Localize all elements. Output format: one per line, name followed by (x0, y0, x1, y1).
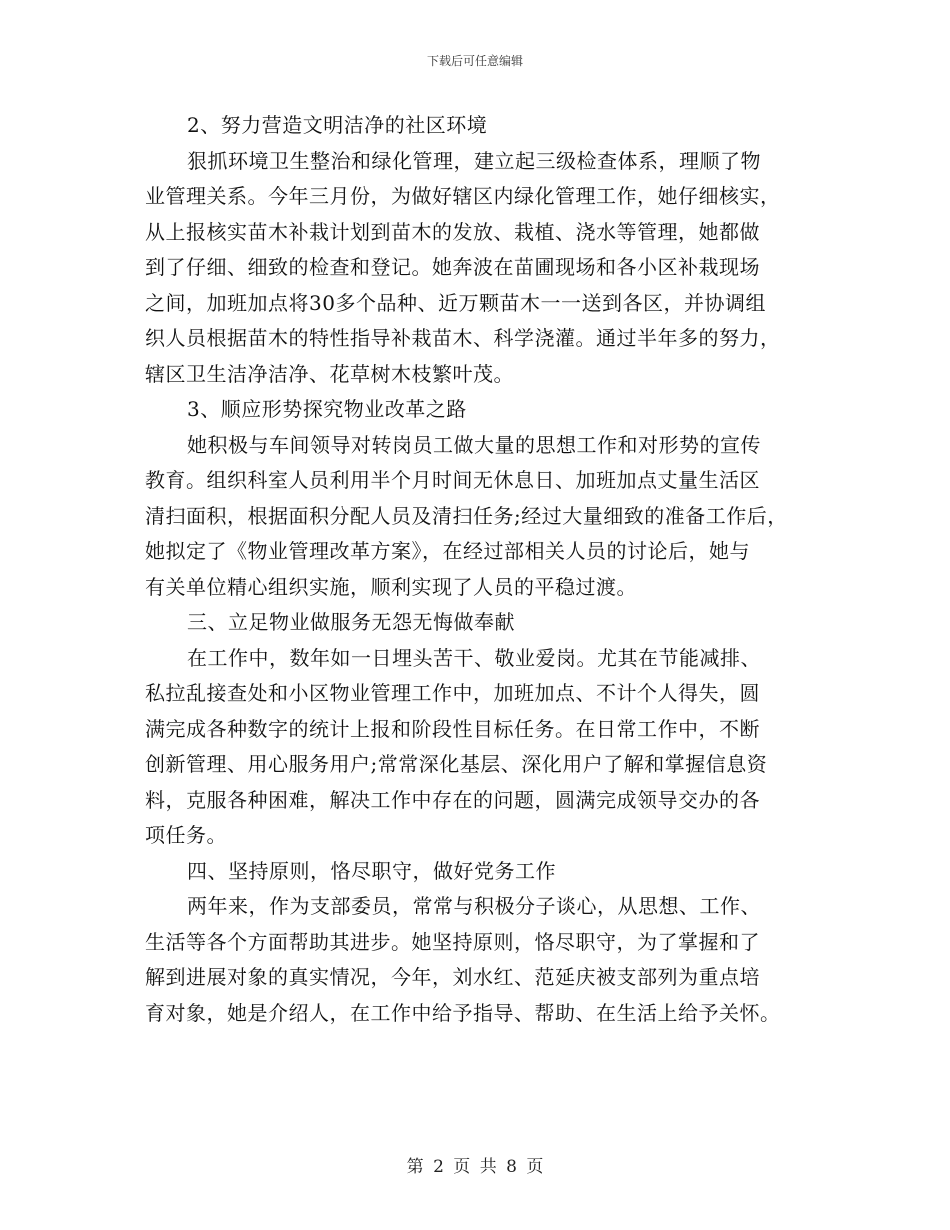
text-line: 2、努力营造文明洁净的社区环境 (187, 113, 488, 137)
text-line: 有关单位精心组织实施，顺利实现了人员的平稳过渡。 (145, 574, 637, 599)
text-line: 四、坚持原则，恪尽职守，做好党务工作 (187, 858, 556, 883)
text-line: 教育。组织科室人员利用半个月时间无休息日、加班加点丈量生活区 (145, 468, 760, 492)
text-line: 私拉乱接查处和小区物业管理工作中，加班加点、不计个人得失，圆 (145, 681, 760, 705)
text-line: 从上报核实苗木补栽计划到苗木的发放、栽植、浇水等管理，她都做 (145, 219, 760, 244)
text-line: 解到进展对象的真实情况，今年，刘水红、范延庆被支部列为重点培 (145, 965, 760, 989)
text-line: 织人员根据苗木的特性指导补栽苗木、科学浇灌。通过半年多的努力， (145, 326, 781, 350)
text-line: 她积极与车间领导对转岗员工做大量的思想工作和对形势的宣传 (187, 432, 761, 457)
text-line: 创新管理、用心服务用户;常常深化基层、深化用户了解和掌握信息资 (145, 752, 768, 776)
text-line: 清扫面积，根据面积分配人员及清扫任务;经过大量细致的准备工作后， (145, 503, 788, 528)
text-line: 满完成各种数字的统计上报和阶段性目标任务。在日常工作中，不断 (145, 716, 760, 741)
text-line: 业管理关系。今年三月份，为做好辖区内绿化管理工作，她仔细核实， (145, 184, 781, 208)
body-text (145, 108, 815, 1031)
text-line: 两年来，作为支部委员，常常与积极分子谈心，从思想、工作、 (187, 894, 761, 918)
text-line: 生活等各个方面帮助其进步。她坚持原则，恪尽职守，为了掌握和了 (145, 929, 760, 954)
text-line: 狠抓环境卫生整治和绿化管理，建立起三级检查体系，理顺了物 (187, 148, 761, 173)
page-footer: 第 2 页 共 8 页 (406, 1157, 544, 1177)
text-line: 之间，加班加点将30多个品种、近万颗苗木一一送到各区，并协调组 (145, 290, 766, 315)
text-line: 三、立足物业做服务无怨无悔做奉献 (187, 610, 515, 634)
text-line: 料，克服各种困难，解决工作中存在的问题，圆满完成领导交办的各 (145, 787, 760, 812)
text-line: 到了仔细、细致的检查和登记。她奔波在苗圃现场和各小区补栽现场 (145, 255, 760, 279)
page-header: 下载后可任意编辑 (426, 54, 523, 68)
text-line: 3、顺应形势探究物业改革之路 (187, 397, 467, 421)
text-line: 项任务。 (145, 823, 227, 847)
text-line: 育对象，她是介绍人，在工作中给予指导、帮助、在生活上给予关怀。 (145, 1000, 781, 1025)
text-line: 在工作中，数年如一日埋头苦干、敬业爱岗。尤其在节能减排、 (187, 645, 761, 670)
text-line: 她拟定了《物业管理改革方案》，在经过部相关人员的讨论后，她与 (145, 539, 750, 563)
text-line: 辖区卫生洁净洁净、花草树木枝繁叶茂。 (145, 361, 514, 386)
